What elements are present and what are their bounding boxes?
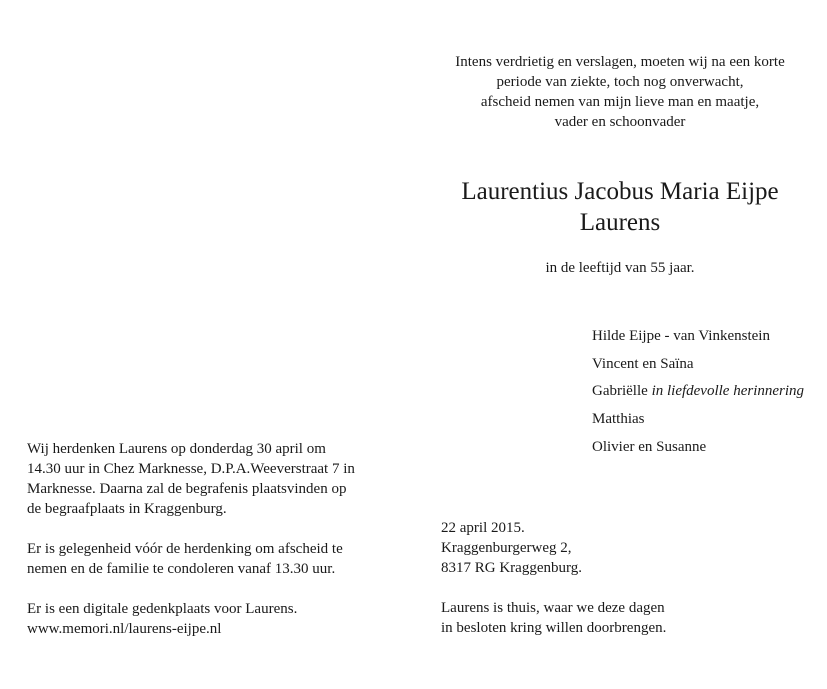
condolence-line: nemen en de familie te condoleren vanaf 13.30 uur. <box>27 561 336 577</box>
ceremony-line: Marknesse. Daarna zal de begrafenis plaatsvinden op <box>27 481 347 497</box>
deceased-full-name: Laurentius Jacobus Maria Eijpe <box>461 178 779 205</box>
ceremony-line: 14.30 uur in Chez Marknesse, D.P.A.Weeverstraat 7 in <box>27 461 355 477</box>
ceremony-line: Wij herdenken Laurens op donderdag 30 april om <box>27 441 326 457</box>
family-member <box>592 326 804 354</box>
intro-line: afscheid nemen van mijn lieve man en maatje, <box>480 94 760 110</box>
notice-date: 22 april 2015. <box>441 520 525 536</box>
memorial-url: www.memori.nl/laurens-eijpe.nl <box>27 621 222 637</box>
family-member <box>592 354 804 382</box>
family-member-name: Matthias <box>592 411 645 428</box>
family-member <box>592 409 804 437</box>
ceremony-paragraph <box>27 439 417 519</box>
ceremony-info <box>27 439 417 659</box>
intro-line: periode van ziekte, toch nog onverwacht, <box>496 74 744 90</box>
address-street: Kraggenburgerweg 2, <box>441 540 572 556</box>
family-list <box>592 326 804 464</box>
family-member-name: Vincent en Saïna <box>592 355 694 372</box>
family-member <box>592 437 804 465</box>
condolence-line: Er is gelegenheid vóór de herdenking om afscheid te <box>27 541 343 557</box>
memorial-paragraph <box>27 599 417 639</box>
closing-paragraph <box>441 598 821 638</box>
deceased-call-name: Laurens <box>579 209 661 236</box>
intro-text <box>430 52 810 132</box>
age-text: in de leeftijd van 55 jaar. <box>545 260 695 276</box>
address-block <box>441 518 821 658</box>
family-member-name: Gabriëlle <box>592 383 648 400</box>
closing-line: Laurens is thuis, waar we deze dagen <box>441 600 665 616</box>
intro-line: Intens verdrietig en verslagen, moeten wij na een korte <box>455 54 785 70</box>
family-member-name: Hilde Eijpe - van Vinkenstein <box>592 328 770 344</box>
address-city: 8317 RG Kraggenburg. <box>441 560 582 576</box>
closing-line: in besloten kring willen doorbrengen. <box>441 620 667 636</box>
ceremony-line: de begraafplaats in Kraggenburg. <box>27 501 227 517</box>
memorial-line: Er is een digitale gedenkplaats voor Laurens. <box>27 601 298 617</box>
address-paragraph <box>441 518 821 578</box>
family-member-name: Olivier en Susanne <box>592 438 707 455</box>
deceased-name-block <box>430 176 810 238</box>
family-member <box>592 381 804 409</box>
intro-line: vader en schoonvader <box>554 114 686 130</box>
family-member-note: in liefdevolle herinnering <box>651 383 805 400</box>
condolence-paragraph <box>27 539 417 579</box>
